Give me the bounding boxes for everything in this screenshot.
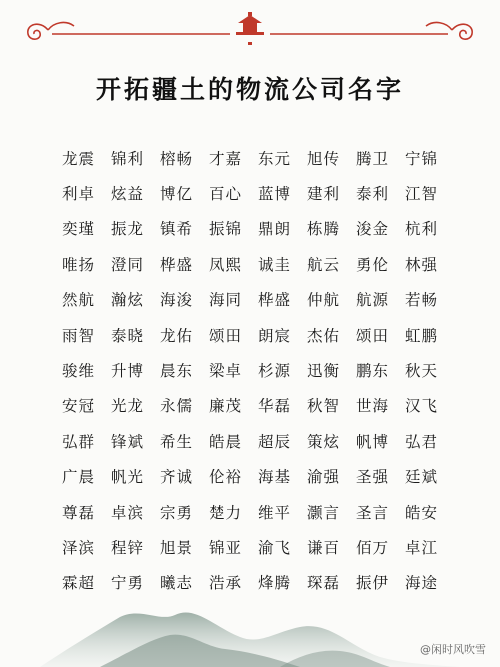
company-name-item: 泰利 [355,185,389,204]
company-name-item: 汉飞 [404,397,438,416]
company-name-item: 霖超 [61,574,95,593]
company-name-item: 瀚炫 [110,291,144,310]
company-name-item: 唯扬 [61,255,95,274]
company-name-item: 策炫 [306,432,340,451]
company-name-item: 皓安 [404,503,438,522]
company-name-item: 华磊 [257,397,291,416]
company-name-item: 凤熙 [208,255,242,274]
company-name-item: 廉茂 [208,397,242,416]
center-dot [248,42,252,45]
company-name-item: 锦利 [110,149,144,168]
company-name-item: 秋智 [306,397,340,416]
company-name-item: 卓滨 [110,503,144,522]
company-name-item: 杭利 [404,220,438,239]
company-name-item: 海同 [208,291,242,310]
name-row [0,423,500,458]
company-name-item: 奕瑾 [61,220,95,239]
company-name-item: 梁卓 [208,362,242,381]
watermark: @闲时风吹雪 [420,643,486,656]
company-name-item: 超辰 [257,432,291,451]
company-name-item: 骏维 [61,362,95,381]
company-name-item: 宁勇 [110,574,144,593]
company-name-item: 航云 [306,255,340,274]
company-name-item: 圣强 [355,468,389,487]
company-name-item: 利卓 [61,185,95,204]
company-name-item: 镇希 [159,220,193,239]
company-name-item: 鼎朗 [257,220,291,239]
company-name-item: 程锌 [110,538,144,557]
company-name-item: 澄同 [110,255,144,274]
company-name-item: 勇伦 [355,255,389,274]
company-name-item: 永儒 [159,397,193,416]
name-row [0,211,500,246]
company-name-item: 朗宸 [257,326,291,345]
company-name-item: 雨智 [61,326,95,345]
company-name-item: 光龙 [110,397,144,416]
company-name-item: 烽腾 [257,574,291,593]
company-name-item: 尊磊 [61,503,95,522]
company-name-item: 晨东 [159,362,193,381]
company-name-item: 升博 [110,362,144,381]
company-name-item: 灏言 [306,503,340,522]
company-name-item: 伦裕 [208,468,242,487]
company-name-item: 博亿 [159,185,193,204]
company-name-item: 世海 [355,397,389,416]
top-decorative-border [0,0,500,60]
company-name-item: 弘群 [61,432,95,451]
name-row [0,494,500,529]
company-name-item: 浚金 [355,220,389,239]
company-name-item: 然航 [61,291,95,310]
company-name-item: 曦志 [159,574,193,593]
company-name-item: 东元 [257,149,291,168]
name-row [0,529,500,564]
company-name-item: 航源 [355,291,389,310]
company-name-item: 旭景 [159,538,193,557]
company-name-item: 仲航 [306,291,340,310]
company-name-item: 蓝博 [257,185,291,204]
company-name-item: 锋斌 [110,432,144,451]
company-name-item: 百心 [208,185,242,204]
pagoda-icon [236,12,264,35]
company-name-item: 桦盛 [159,255,193,274]
company-name-item: 海浚 [159,291,193,310]
company-name-item: 琛磊 [306,574,340,593]
company-name-item: 秋天 [404,362,438,381]
name-row [0,317,500,352]
company-name-item: 楚力 [208,503,242,522]
company-name-item: 腾卫 [355,149,389,168]
company-name-item: 海途 [404,574,438,593]
company-name-item: 振伊 [355,574,389,593]
company-name-item: 鹏东 [355,362,389,381]
company-name-item: 宁锦 [404,149,438,168]
company-name-item: 颂田 [355,326,389,345]
company-name-item: 若畅 [404,291,438,310]
company-name-item: 泽滨 [61,538,95,557]
company-name-item: 佰万 [355,538,389,557]
company-name-item: 江智 [404,185,438,204]
company-name-item: 帆光 [110,468,144,487]
name-row [0,175,500,210]
name-row [0,352,500,387]
company-name-item: 渝强 [306,468,340,487]
company-name-item: 才嘉 [208,149,242,168]
company-name-item: 龙震 [61,149,95,168]
company-name-item: 杰佑 [306,326,340,345]
company-name-item: 桦盛 [257,291,291,310]
company-name-item: 建利 [306,185,340,204]
company-name-item: 浩承 [208,574,242,593]
left-scroll-icon [28,23,230,40]
company-name-item: 旭传 [306,149,340,168]
company-name-item: 榕畅 [159,149,193,168]
company-name-item: 齐诚 [159,468,193,487]
company-name-item: 泰晓 [110,326,144,345]
company-name-item: 圣言 [355,503,389,522]
company-name-item: 龙佑 [159,326,193,345]
company-name-item: 颂田 [208,326,242,345]
name-row [0,388,500,423]
company-name-item: 诚圭 [257,255,291,274]
company-name-item: 廷斌 [404,468,438,487]
right-scroll-icon [270,23,472,40]
name-row [0,282,500,317]
company-name-item: 虹鹏 [404,326,438,345]
company-name-item: 弘君 [404,432,438,451]
company-name-item: 杉源 [257,362,291,381]
company-name-item: 振锦 [208,220,242,239]
company-name-item: 皓晨 [208,432,242,451]
company-name-item: 卓江 [404,538,438,557]
company-name-item: 宗勇 [159,503,193,522]
company-name-item: 振龙 [110,220,144,239]
company-name-item: 帆博 [355,432,389,451]
company-name-item: 锦亚 [208,538,242,557]
company-name-item: 广晨 [61,468,95,487]
company-name-item: 安冠 [61,397,95,416]
company-name-item: 迅衡 [306,362,340,381]
document-title: 开拓疆土的物流公司名字 [95,75,404,104]
name-row [0,459,500,494]
company-name-item: 海基 [257,468,291,487]
company-name-item: 炫益 [110,185,144,204]
name-row [0,140,500,175]
company-name-item: 林强 [404,255,438,274]
company-name-item: 渝飞 [257,538,291,557]
company-name-item: 维平 [257,503,291,522]
name-row [0,246,500,281]
company-name-item: 栋腾 [306,220,340,239]
name-grid [0,140,500,600]
company-name-item: 希生 [159,432,193,451]
company-name-item: 谦百 [306,538,340,557]
